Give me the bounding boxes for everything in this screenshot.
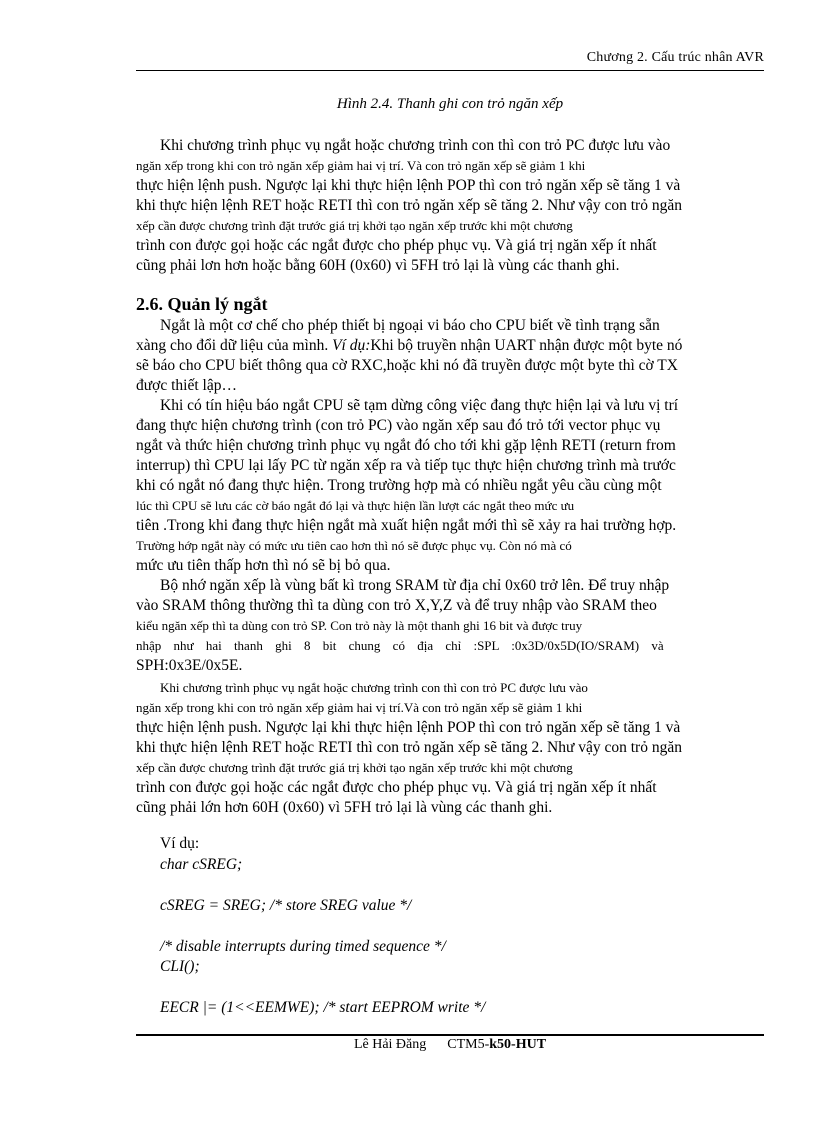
text-line: Khi chương trình phục vụ ngắt hoặc chương trình con thì con trỏ PC được lưu vào	[160, 680, 588, 695]
code-line	[160, 978, 760, 999]
footer-class-suffix: k50-HUT	[489, 1037, 547, 1052]
text-line: nhập như hai thanh ghi 8 bit chung có địa chỉ :SPL :0x3D/0x5D(IO/SRAM) và	[136, 638, 664, 653]
text-line: Trường hớp ngắt này có mức ưu tiên cao hơn thì nó sẽ được phục vụ. Còn nó mà có	[136, 538, 572, 553]
footer-class-prefix: CTM5-	[447, 1037, 490, 1052]
text-line: được thiết lập…	[136, 377, 237, 394]
code-line: char cSREG;	[160, 855, 243, 873]
text-segment: xàng cho đổi dữ liệu của mình.	[136, 337, 333, 354]
text-line: thực hiện lệnh push. Ngược lại khi thực hiện lệnh POP thì con trỏ ngăn xếp sẽ tăng 1 và	[136, 177, 681, 194]
text-line: mức ưu tiên thấp hơn thì nó sẽ bị bỏ qua.	[136, 557, 391, 574]
text-line: thực hiện lệnh push. Ngược lại khi thực hiện lệnh POP thì con trỏ ngăn xếp sẽ tăng 1 và	[136, 719, 681, 736]
text-line: cũng phải lơn hơn hoặc bằng 60H (0x60) vì 5FH trỏ lại là vùng các thanh ghi.	[136, 257, 620, 274]
text-line: xếp cần được chương trình đặt trước giá trị khởi tạo ngăn xếp trước khi một chương	[136, 218, 573, 233]
code-line	[160, 875, 760, 896]
paragraph-stack-memory	[136, 576, 764, 676]
paragraph-interrupt-intro	[136, 316, 764, 396]
text-line	[136, 336, 764, 356]
text-segment: Khi bộ truyền nhận UART nhận được một byte nó	[370, 337, 683, 354]
footer-author: Lê Hải Đăng	[353, 1037, 427, 1052]
text-line: khi thực hiện lệnh RET hoặc RETI thì con trỏ ngăn xếp sẽ tăng 2. Như vậy con trỏ ngăn	[136, 197, 682, 214]
page-header	[136, 48, 764, 71]
text-line: Khi chương trình phục vụ ngắt hoặc chương trình con thì con trỏ PC được lưu vào	[160, 137, 671, 154]
code-line: CLI();	[160, 958, 200, 975]
text-line: SPH:0x3E/0x5E.	[136, 657, 243, 674]
text-line: xếp cần được chương trình đặt trước giá trị khởi tạo ngăn xếp trước khi một chương	[136, 760, 573, 775]
paragraph-stack-pointer	[136, 136, 764, 276]
figure-caption: Hình 2.4. Thanh ghi con trỏ ngăn xếp	[336, 96, 564, 112]
paragraph-interrupt-handling	[136, 396, 764, 576]
code-line	[160, 916, 760, 937]
text-line: Khi có tín hiệu báo ngắt CPU sẽ tạm dừng công việc đang thực hiện lại và lưu vị trí	[160, 397, 679, 414]
code-line: /* disable interrupts during timed sequence */	[160, 937, 446, 955]
code-line: cSREG = SREG; /* store SREG value */	[160, 896, 412, 914]
example-label-inline: Ví dụ:	[332, 337, 371, 354]
text-line: trình con được gọi hoặc các ngắt được cho phép phục vụ. Và giá trị ngăn xếp ít nhất	[136, 779, 657, 796]
code-line: EECR |= (1<<EEMWE); /* start EEPROM write */	[160, 999, 486, 1016]
text-line: ngăn xếp trong khi con trỏ ngăn xếp giảm hai vị trí. Và con trỏ ngăn xếp sẽ giảm 1 khi	[136, 158, 586, 173]
text-line: ngắt và thức hiện chương trình phục vụ ngắt đó cho tới khi gặp lệnh RETI (return from	[136, 437, 676, 454]
text-line: interrup) thì CPU lại lấy PC từ ngăn xếp ra và tiếp tục thực hiện chương trình mà trước	[136, 457, 676, 474]
text-line: vào SRAM thông thường thì ta dùng con trỏ X,Y,Z và để truy nhập vào SRAM theo	[136, 597, 657, 614]
section-heading: 2.6. Quản lý ngắt	[136, 294, 268, 314]
text-line: tiên .Trong khi đang thực hiện ngắt mà xuất hiện ngắt mới thì sẽ xảy ra hai trường hợp.	[136, 517, 677, 534]
text-line: Ngắt là một cơ chế cho phép thiết bị ngoại vi báo cho CPU biết về tình trạng sẵn	[160, 317, 660, 334]
text-line: đang thực hiện chương trình (con trỏ PC) vào ngăn xếp sau đó trỏ tới vector phục vụ	[136, 417, 661, 434]
text-line: kiểu ngăn xếp thì ta dùng con trỏ SP. Con trỏ này là một thanh ghi 16 bit và được truy	[136, 618, 583, 633]
text-line: sẽ báo cho CPU biết thông qua cờ RXC,hoặc khi nó đã truyền được một byte thì cờ TX	[136, 357, 678, 374]
text-line: ngăn xếp trong khi con trỏ ngăn xếp giảm hai vị trí.Và con trỏ ngăn xếp sẽ giảm 1 khi	[136, 700, 583, 715]
example-label: Ví dụ:	[160, 835, 200, 852]
paragraph-stack-pointer-repeat	[136, 678, 764, 818]
chapter-title: Chương 2. Cấu trúc nhân AVR	[586, 50, 764, 65]
text-line: lúc thì CPU sẽ lưu các cờ báo ngắt đó lại và thực hiện lần lượt các ngắt theo mức ưu	[136, 498, 575, 513]
text-line: khi thực hiện lệnh RET hoặc RETI thì con trỏ ngăn xếp sẽ tăng 2. Như vậy con trỏ ngăn	[136, 739, 682, 756]
code-example	[160, 834, 760, 1019]
text-line: Bộ nhớ ngăn xếp là vùng bất kì trong SRAM từ địa chỉ 0x60 trở lên. Để truy nhập	[160, 577, 670, 594]
page-footer	[136, 1034, 764, 1053]
text-line: cũng phải lớn hơn 60H (0x60) vì 5FH trỏ lại là vùng các thanh ghi.	[136, 799, 553, 816]
text-line: trình con được gọi hoặc các ngắt được cho phép phục vụ. Và giá trị ngăn xếp ít nhất	[136, 237, 657, 254]
text-line: khi có ngắt nó đang thực hiện. Trong trường hợp mà có nhiều ngắt yêu cầu cùng một	[136, 477, 662, 494]
